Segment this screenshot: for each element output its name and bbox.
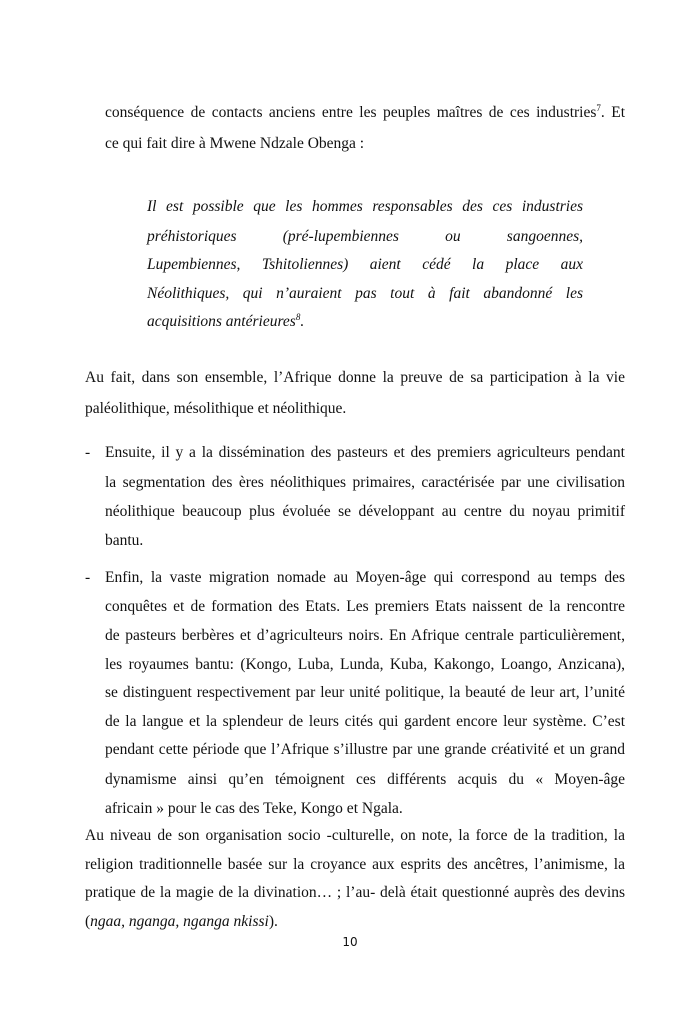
text: conséquence de contacts anciens entre les peuples maîtres de ces industries [105,104,597,121]
paragraph-line: religion traditionnelle basée sur la croyance aux esprits des ancêtres, l’animisme, la [85,856,625,873]
bullet-line: bantu. [105,532,144,549]
text: ( [85,913,91,930]
footnote-ref: 8 [295,311,301,322]
quote-line: Néolithiques, qui n’auraient pas tout à fait abandonné les [147,285,583,302]
italic-terms: ngaa, nganga, nganga nkissi [90,913,269,930]
quote-line: Il est possible que les hommes responsables des ces industries [147,198,583,215]
quote-line: Lupembiennes, Tshitoliennes) aient cédé la place aux [147,256,583,273]
intro-line: ce qui fait dire à Mwene Ndzale Obenga : [105,135,365,152]
paragraph-line [85,909,625,935]
intro-line [105,100,625,126]
bullet-line: dynamisme ainsi qu’en témoignent ces différents acquis du « Moyen-âge [105,771,625,788]
bullet-line: pendant cette période que l’Afrique s’illustre par une grande créativité et un grand [105,741,625,758]
paragraph-line: Au niveau de son organisation socio -culturelle, on note, la force de la tradition, la [85,827,625,844]
bullet-marker: - [85,569,91,586]
paragraph-line: Au fait, dans son ensemble, l’Afrique donne la preuve de sa participation à la vie [85,369,625,386]
quote-line: préhistoriques (pré-lupembiennes ou sangoennes, [147,228,583,245]
bullet-marker: - [85,444,91,461]
bullet-line: néolithique beaucoup plus évoluée se développant au centre du noyau primitif [105,503,625,520]
bullet-line: de la langue et la splendeur de leurs cités qui gardent encore leur système. C’est [105,713,625,730]
bullet-line: les royaumes bantu: (Kongo, Luba, Lunda, Kuba, Kakongo, Loango, Anzicana), [105,656,625,673]
paragraph-line: paléolithique, mésolithique et néolithique. [85,400,347,417]
text: ). [268,913,278,930]
bullet-line: africain » pour le cas des Teke, Kongo et Ngala. [105,800,403,817]
bullet-line: Ensuite, il y a la dissémination des pasteurs et des premiers agriculteurs pendant [105,444,625,461]
bullet-line: conquêtes et de formation des Etats. Les premiers Etats naissent de la rencontre [105,598,625,615]
text: acquisitions antérieures [147,313,296,330]
footnote-ref: 7 [596,102,601,113]
paragraph-line: pratique de la magie de la divination… ; l’au- delà était questionné auprès des devins [85,884,625,901]
bullet-line: Enfin, la vaste migration nomade au Moyen-âge qui correspond au temps des [105,569,625,586]
bullet-line: la segmentation des ères néolithiques primaires, caractérisée par une civilisation [105,474,625,491]
bullet-line: se distinguent respectivement par leur unité politique, la beauté de leur art, l’unité [105,684,625,701]
page-number: 10 [342,935,358,949]
bullet-line: de pasteurs berbères et d’agriculteurs noirs. En Afrique centrale particulièrement, [105,627,625,644]
text: . [300,313,305,330]
quote-line [147,309,583,335]
text: . Et [600,104,626,121]
